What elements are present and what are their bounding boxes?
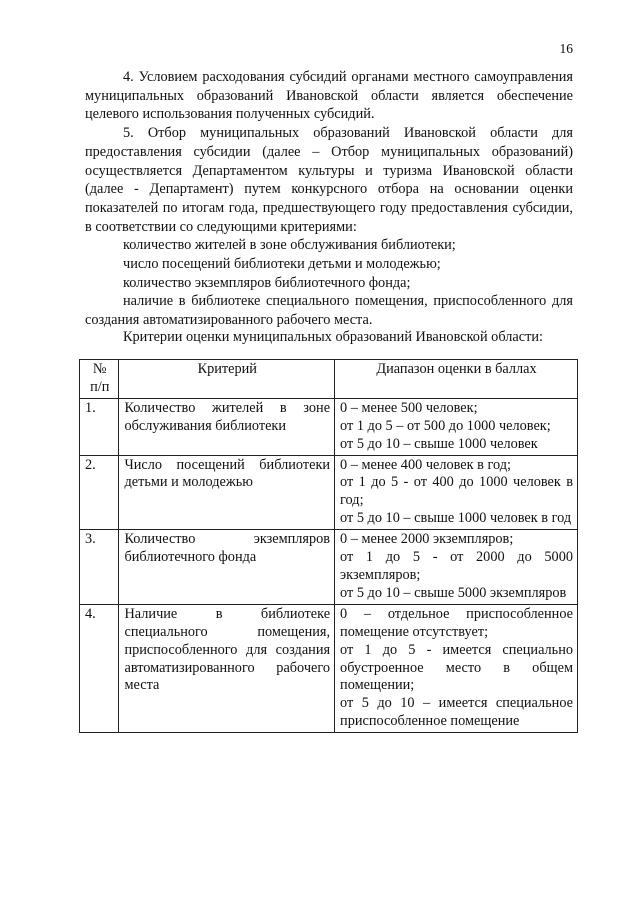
- range-line: от 5 до 10 – свыше 1000 человек в год: [340, 510, 572, 527]
- row-number: 3.: [80, 530, 119, 605]
- criteria-list-item: наличие в библиотеке специального помещения, приспособленного для создания автоматизированного рабочего места.: [85, 293, 573, 329]
- paragraph-4: 4. Условием расходования субсидий органами местного самоуправления муниципальных образований Ивановской области является обеспечение целевого использования полученных субсидий.: [85, 69, 573, 123]
- row-number: 2.: [80, 455, 119, 530]
- range-line: от 5 до 10 – имеется специальное приспособленное помещение: [340, 695, 573, 730]
- row-range: [335, 604, 578, 732]
- table-row: [80, 455, 578, 530]
- range-line: от 1 до 5 – от 500 до 1000 человек;: [340, 417, 551, 434]
- range-line: от 1 до 5 - имеется специально обустроенное место в общем помещении;: [340, 641, 573, 694]
- criteria-table: [79, 359, 578, 733]
- row-range: [335, 398, 578, 455]
- range-line: 0 – отдельное приспособленное помещение отсутствует;: [340, 605, 573, 640]
- header-number-line1: №: [92, 361, 107, 377]
- table-row: [80, 604, 578, 732]
- range-line: 0 – менее 500 человек;: [340, 399, 478, 416]
- criterion-line: Количество жителей в зоне: [124, 399, 331, 416]
- table-header-row: [80, 360, 578, 399]
- row-criterion: [119, 530, 335, 605]
- paragraph-5: 5. Отбор муниципальных образований Ивановской области для предоставления субсидии (далее – Отбор муниципальных образований) осуществляется Департаментом культуры и туризма Ивановской области (далее - Департамент) путем конкурсного отбора на основании оценки показателей по итогам года, предшествующего году предоставления субсидии, в соответствии со следующими критериями:: [85, 125, 573, 235]
- criteria-list-item: количество экземпляров библиотечного фонда;: [123, 274, 411, 291]
- row-criterion: [119, 455, 335, 530]
- range-line: 0 – менее 400 человек в год;: [340, 456, 511, 473]
- table-caption: Критерии оценки муниципальных образований Ивановской области:: [123, 329, 543, 345]
- header-range: Диапазон оценки в баллах: [335, 360, 578, 399]
- range-line: от 1 до 5 - от 400 до 1000 человек в год;: [340, 474, 573, 509]
- body-text: [85, 68, 573, 330]
- row-number: 1.: [80, 398, 119, 455]
- row-criterion: [119, 398, 335, 455]
- table-row: [80, 530, 578, 605]
- criteria-list-item: число посещений библиотеки детьми и молодежью;: [123, 256, 441, 273]
- row-criterion: [119, 604, 335, 732]
- criterion-line: детьми и молодежью: [124, 474, 253, 491]
- range-line: от 5 до 10 – свыше 5000 экземпляров: [340, 584, 567, 601]
- row-range: [335, 530, 578, 605]
- page-number: 16: [559, 41, 573, 56]
- criterion-line: Количество экземпляров: [124, 531, 331, 548]
- criterion-line: Число посещений библиотеки: [124, 456, 331, 473]
- criteria-list-item: количество жителей в зоне обслуживания библиотеки;: [123, 237, 456, 254]
- row-range: [335, 455, 578, 530]
- range-line: от 1 до 5 - от 2000 до 5000 экземпляров;: [340, 549, 573, 583]
- header-number: [80, 360, 119, 399]
- table-row: [80, 398, 578, 455]
- criterion-line: Наличие в библиотеке специального помещения, приспособленного для создания автоматизированного рабочего места: [124, 605, 331, 694]
- header-criterion: Критерий: [119, 360, 335, 399]
- criterion-line: обслуживания библиотеки: [124, 417, 287, 434]
- header-number-line2: п/п: [90, 378, 110, 395]
- range-line: от 5 до 10 – свыше 1000 человек: [340, 435, 538, 452]
- row-number: 4.: [80, 604, 119, 732]
- criterion-line: библиотечного фонда: [124, 549, 257, 566]
- range-line: 0 – менее 2000 экземпляров;: [340, 531, 514, 548]
- criteria-list: [85, 236, 573, 330]
